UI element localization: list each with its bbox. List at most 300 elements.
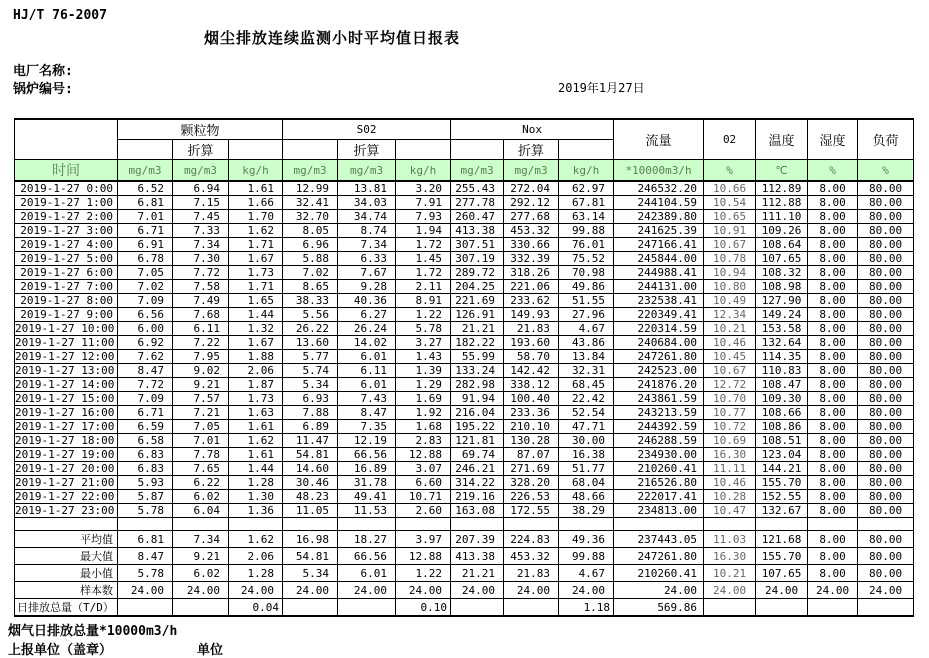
value-cell: 7.57 [173,392,229,406]
row-label-cell: 2019-1-27 0:00 [15,181,118,196]
value-cell: 338.12 [504,378,559,392]
row-label-cell: 2019-1-27 21:00 [15,476,118,490]
value-cell: 5.34 [283,378,338,392]
value-cell: 10.71 [396,490,451,504]
value-cell: 24.00 [173,582,229,599]
daily-total-row [15,599,914,617]
header-blank [451,140,504,160]
value-cell: 7.09 [118,392,173,406]
value-cell: 5.93 [118,476,173,490]
value-cell: 7.21 [173,406,229,420]
value-cell: 80.00 [858,420,914,434]
row-label-cell: 2019-1-27 2:00 [15,210,118,224]
header-blank [283,140,338,160]
value-cell: 153.58 [756,322,808,336]
row-label-cell: 2019-1-27 17:00 [15,420,118,434]
value-cell: 24.00 [858,582,914,599]
value-cell: 80.00 [858,548,914,565]
value-cell: 8.00 [808,224,858,238]
value-cell: 132.64 [756,336,808,350]
table-row [15,504,914,518]
value-cell: 7.33 [173,224,229,238]
value-cell: 6.27 [338,308,396,322]
value-cell: 108.32 [756,266,808,280]
table-body [15,181,914,616]
value-cell: 0.10 [396,599,451,617]
table-row [15,181,914,196]
value-cell: 3.27 [396,336,451,350]
value-cell: 243861.59 [614,392,704,406]
value-cell: 34.74 [338,210,396,224]
value-cell: 234813.00 [614,504,704,518]
standard-number: HJ/T 76-2007 [13,8,107,23]
value-cell: 328.20 [504,476,559,490]
value-cell: 7.93 [396,210,451,224]
value-cell: 1.70 [229,210,283,224]
value-cell: 244104.59 [614,196,704,210]
value-cell: 80.00 [858,378,914,392]
header-row-groups [15,119,914,140]
value-cell: 1.66 [229,196,283,210]
value-cell: 7.67 [338,266,396,280]
value-cell: 6.00 [118,322,173,336]
table-row [15,490,914,504]
value-cell: 7.45 [173,210,229,224]
value-cell: 2.60 [396,504,451,518]
value-cell: 8.00 [808,490,858,504]
value-cell: 7.15 [173,196,229,210]
value-cell: 1.72 [396,238,451,252]
value-cell: 5.78 [118,565,173,582]
value-cell: 8.00 [808,210,858,224]
value-cell: 108.64 [756,238,808,252]
unit-cell: *10000m3/h [614,160,704,182]
value-cell: 10.67 [704,364,756,378]
value-cell [704,518,756,531]
value-cell [283,599,338,617]
value-cell: 5.88 [283,252,338,266]
value-cell: 6.78 [118,252,173,266]
value-cell: 16.38 [559,448,614,462]
row-label-cell: 2019-1-27 13:00 [15,364,118,378]
value-cell: 121.81 [451,434,504,448]
summary-row [15,565,914,582]
value-cell: 54.81 [283,548,338,565]
value-cell: 4.67 [559,322,614,336]
value-cell: 99.88 [559,224,614,238]
value-cell: 24.00 [614,582,704,599]
value-cell: 7.91 [396,196,451,210]
value-cell: 244131.00 [614,280,704,294]
value-cell: 1.44 [229,462,283,476]
value-cell [858,518,914,531]
value-cell: 24.00 [118,582,173,599]
value-cell: 80.00 [858,181,914,196]
value-cell: 31.78 [338,476,396,490]
value-cell: 80.00 [858,238,914,252]
value-cell: 0.04 [229,599,283,617]
value-cell [756,599,808,617]
value-cell: 80.00 [858,476,914,490]
value-cell: 247261.80 [614,548,704,565]
value-cell: 277.78 [451,196,504,210]
value-cell: 62.97 [559,181,614,196]
table-row [15,210,914,224]
value-cell: 6.59 [118,420,173,434]
value-cell: 8.00 [808,476,858,490]
value-cell: 80.00 [858,210,914,224]
value-cell: 453.32 [504,548,559,565]
value-cell: 9.21 [173,548,229,565]
value-cell: 80.00 [858,490,914,504]
value-cell: 6.01 [338,565,396,582]
value-cell: 5.87 [118,490,173,504]
unit-cell: mg/m3 [118,160,173,182]
value-cell: 569.86 [614,599,704,617]
row-label-cell: 日排放总量（T/D） [15,599,118,617]
value-cell: 76.01 [559,238,614,252]
header-blank [559,140,614,160]
value-cell: 6.01 [338,378,396,392]
header-blank [118,140,173,160]
value-cell: 30.00 [559,434,614,448]
spacer-row [15,518,914,531]
value-cell: 318.26 [504,266,559,280]
header-load: 负荷 [858,119,914,160]
value-cell: 108.66 [756,406,808,420]
value-cell: 7.72 [173,266,229,280]
value-cell: 1.87 [229,378,283,392]
unit-cell: mg/m3 [451,160,504,182]
value-cell: 80.00 [858,280,914,294]
value-cell: 152.55 [756,490,808,504]
table-row [15,280,914,294]
value-cell [559,518,614,531]
value-cell [396,518,451,531]
value-cell: 182.22 [451,336,504,350]
value-cell: 7.30 [173,252,229,266]
table-row [15,434,914,448]
value-cell: 1.71 [229,238,283,252]
value-cell: 14.60 [283,462,338,476]
row-label-cell: 2019-1-27 6:00 [15,266,118,280]
value-cell: 80.00 [858,565,914,582]
value-cell: 27.96 [559,308,614,322]
value-cell: 3.97 [396,531,451,548]
value-cell: 142.42 [504,364,559,378]
value-cell: 10.94 [704,266,756,280]
value-cell: 1.71 [229,280,283,294]
value-cell [173,599,229,617]
value-cell: 1.30 [229,490,283,504]
value-cell: 12.99 [283,181,338,196]
value-cell: 47.71 [559,420,614,434]
value-cell: 453.32 [504,224,559,238]
header-humidity: 湿度 [808,119,858,160]
value-cell: 244392.59 [614,420,704,434]
value-cell: 21.21 [451,322,504,336]
value-cell: 6.56 [118,308,173,322]
value-cell [118,518,173,531]
value-cell: 10.21 [704,565,756,582]
table-row [15,196,914,210]
value-cell: 307.51 [451,238,504,252]
row-label-cell: 2019-1-27 9:00 [15,308,118,322]
value-cell: 5.74 [283,364,338,378]
value-cell: 34.03 [338,196,396,210]
value-cell: 10.21 [704,322,756,336]
value-cell: 6.22 [173,476,229,490]
footer-reporting-unit-label: 上报单位（盖章） [8,643,113,658]
value-cell: 272.04 [504,181,559,196]
value-cell: 1.73 [229,392,283,406]
table-row [15,364,914,378]
value-cell: 1.62 [229,434,283,448]
value-cell: 8.00 [808,322,858,336]
value-cell: 8.00 [808,531,858,548]
value-cell: 69.74 [451,448,504,462]
value-cell: 80.00 [858,434,914,448]
value-cell: 133.24 [451,364,504,378]
table-row [15,378,914,392]
value-cell: 233.62 [504,294,559,308]
row-label-cell: 2019-1-27 20:00 [15,462,118,476]
value-cell: 10.77 [704,406,756,420]
value-cell [504,599,559,617]
value-cell: 7.34 [338,238,396,252]
value-cell: 8.00 [808,378,858,392]
value-cell: 11.03 [704,531,756,548]
value-cell: 172.55 [504,504,559,518]
value-cell: 108.98 [756,280,808,294]
value-cell: 245844.00 [614,252,704,266]
value-cell: 10.45 [704,350,756,364]
value-cell: 221.06 [504,280,559,294]
value-cell: 1.61 [229,181,283,196]
value-cell: 91.94 [451,392,504,406]
value-cell: 26.22 [283,322,338,336]
header-time-spacer [15,119,118,160]
value-cell: 24.00 [504,582,559,599]
value-cell: 52.54 [559,406,614,420]
value-cell: 219.16 [451,490,504,504]
value-cell: 32.41 [283,196,338,210]
value-cell: 7.95 [173,350,229,364]
row-label-cell: 2019-1-27 5:00 [15,252,118,266]
row-label-cell [15,518,118,531]
value-cell: 109.30 [756,392,808,406]
value-cell: 314.22 [451,476,504,490]
summary-row [15,548,914,565]
value-cell: 107.65 [756,252,808,266]
value-cell: 10.65 [704,210,756,224]
value-cell: 246532.20 [614,181,704,196]
value-cell: 1.88 [229,350,283,364]
value-cell: 1.28 [229,476,283,490]
value-cell: 233.36 [504,406,559,420]
row-label-cell: 2019-1-27 19:00 [15,448,118,462]
value-cell: 210260.41 [614,462,704,476]
value-cell: 8.00 [808,266,858,280]
value-cell: 10.47 [704,504,756,518]
value-cell: 99.88 [559,548,614,565]
value-cell: 49.86 [559,280,614,294]
summary-row [15,582,914,599]
value-cell: 8.00 [808,252,858,266]
value-cell [756,518,808,531]
value-cell: 112.88 [756,196,808,210]
value-cell: 7.34 [173,531,229,548]
value-cell: 2.83 [396,434,451,448]
value-cell: 242389.80 [614,210,704,224]
value-cell: 8.00 [808,364,858,378]
value-cell: 10.91 [704,224,756,238]
value-cell: 234930.00 [614,448,704,462]
value-cell: 80.00 [858,252,914,266]
value-cell: 247261.80 [614,350,704,364]
value-cell: 8.91 [396,294,451,308]
table-row [15,224,914,238]
value-cell: 6.02 [173,490,229,504]
value-cell: 38.33 [283,294,338,308]
row-label-cell: 2019-1-27 22:00 [15,490,118,504]
value-cell: 8.00 [808,392,858,406]
table-row [15,462,914,476]
value-cell: 1.61 [229,448,283,462]
value-cell: 1.67 [229,252,283,266]
value-cell: 8.00 [808,238,858,252]
value-cell: 8.74 [338,224,396,238]
value-cell: 6.71 [118,406,173,420]
value-cell: 87.07 [504,448,559,462]
value-cell: 1.65 [229,294,283,308]
value-cell: 66.56 [338,548,396,565]
value-cell: 80.00 [858,448,914,462]
value-cell: 107.65 [756,565,808,582]
value-cell: 10.46 [704,476,756,490]
value-cell: 260.47 [451,210,504,224]
table-row [15,266,914,280]
value-cell: 6.94 [173,181,229,196]
value-cell: 26.24 [338,322,396,336]
value-cell: 8.00 [808,308,858,322]
value-cell: 51.55 [559,294,614,308]
value-cell: 80.00 [858,406,914,420]
unit-cell: % [858,160,914,182]
value-cell: 1.43 [396,350,451,364]
value-cell: 10.78 [704,252,756,266]
value-cell: 8.65 [283,280,338,294]
value-cell: 11.11 [704,462,756,476]
header-temperature: 温度 [756,119,808,160]
value-cell: 1.94 [396,224,451,238]
value-cell: 132.67 [756,504,808,518]
header-group-particulate: 颗粒物 [118,119,283,140]
value-cell: 277.68 [504,210,559,224]
value-cell: 80.00 [858,531,914,548]
value-cell: 6.58 [118,434,173,448]
value-cell: 6.11 [173,322,229,336]
value-cell [118,599,173,617]
value-cell [338,518,396,531]
value-cell: 22.42 [559,392,614,406]
value-cell: 8.05 [283,224,338,238]
value-cell: 8.00 [808,350,858,364]
value-cell [614,518,704,531]
value-cell: 9.02 [173,364,229,378]
value-cell: 2.06 [229,548,283,565]
value-cell: 63.14 [559,210,614,224]
table-row [15,322,914,336]
value-cell: 149.93 [504,308,559,322]
value-cell: 240684.00 [614,336,704,350]
value-cell: 7.05 [118,266,173,280]
value-cell: 7.72 [118,378,173,392]
value-cell: 12.34 [704,308,756,322]
value-cell: 271.69 [504,462,559,476]
value-cell: 111.10 [756,210,808,224]
row-label-cell: 2019-1-27 1:00 [15,196,118,210]
header-blank [396,140,451,160]
value-cell: 8.00 [808,294,858,308]
value-cell: 221.69 [451,294,504,308]
value-cell: 6.01 [338,350,396,364]
value-cell: 247166.41 [614,238,704,252]
value-cell: 80.00 [858,462,914,476]
value-cell: 8.00 [808,504,858,518]
value-cell: 242523.00 [614,364,704,378]
unit-cell: mg/m3 [338,160,396,182]
value-cell: 2.11 [396,280,451,294]
value-cell: 6.81 [118,196,173,210]
value-cell: 130.28 [504,434,559,448]
value-cell: 224.83 [504,531,559,548]
value-cell: 155.70 [756,548,808,565]
value-cell: 110.83 [756,364,808,378]
value-cell: 204.25 [451,280,504,294]
value-cell: 7.68 [173,308,229,322]
value-cell: 210260.41 [614,565,704,582]
value-cell [808,599,858,617]
header-o2: 02 [704,119,756,160]
value-cell: 6.11 [338,364,396,378]
summary-row [15,531,914,548]
table-row [15,308,914,322]
table-row [15,238,914,252]
report-table [14,118,914,617]
table-row [15,420,914,434]
value-cell: 24.00 [229,582,283,599]
value-cell: 1.62 [229,224,283,238]
value-cell [451,599,504,617]
unit-cell: mg/m3 [173,160,229,182]
value-cell: 112.89 [756,181,808,196]
value-cell: 7.43 [338,392,396,406]
value-cell: 7.05 [173,420,229,434]
value-cell: 216526.80 [614,476,704,490]
value-cell: 6.60 [396,476,451,490]
value-cell: 1.73 [229,266,283,280]
value-cell: 1.67 [229,336,283,350]
report-date: 2019年1月27日 [558,81,645,95]
value-cell: 21.83 [504,322,559,336]
value-cell: 7.01 [118,210,173,224]
value-cell: 216.04 [451,406,504,420]
value-cell: 5.34 [283,565,338,582]
value-cell: 18.27 [338,531,396,548]
value-cell: 5.78 [396,322,451,336]
value-cell: 7.88 [283,406,338,420]
